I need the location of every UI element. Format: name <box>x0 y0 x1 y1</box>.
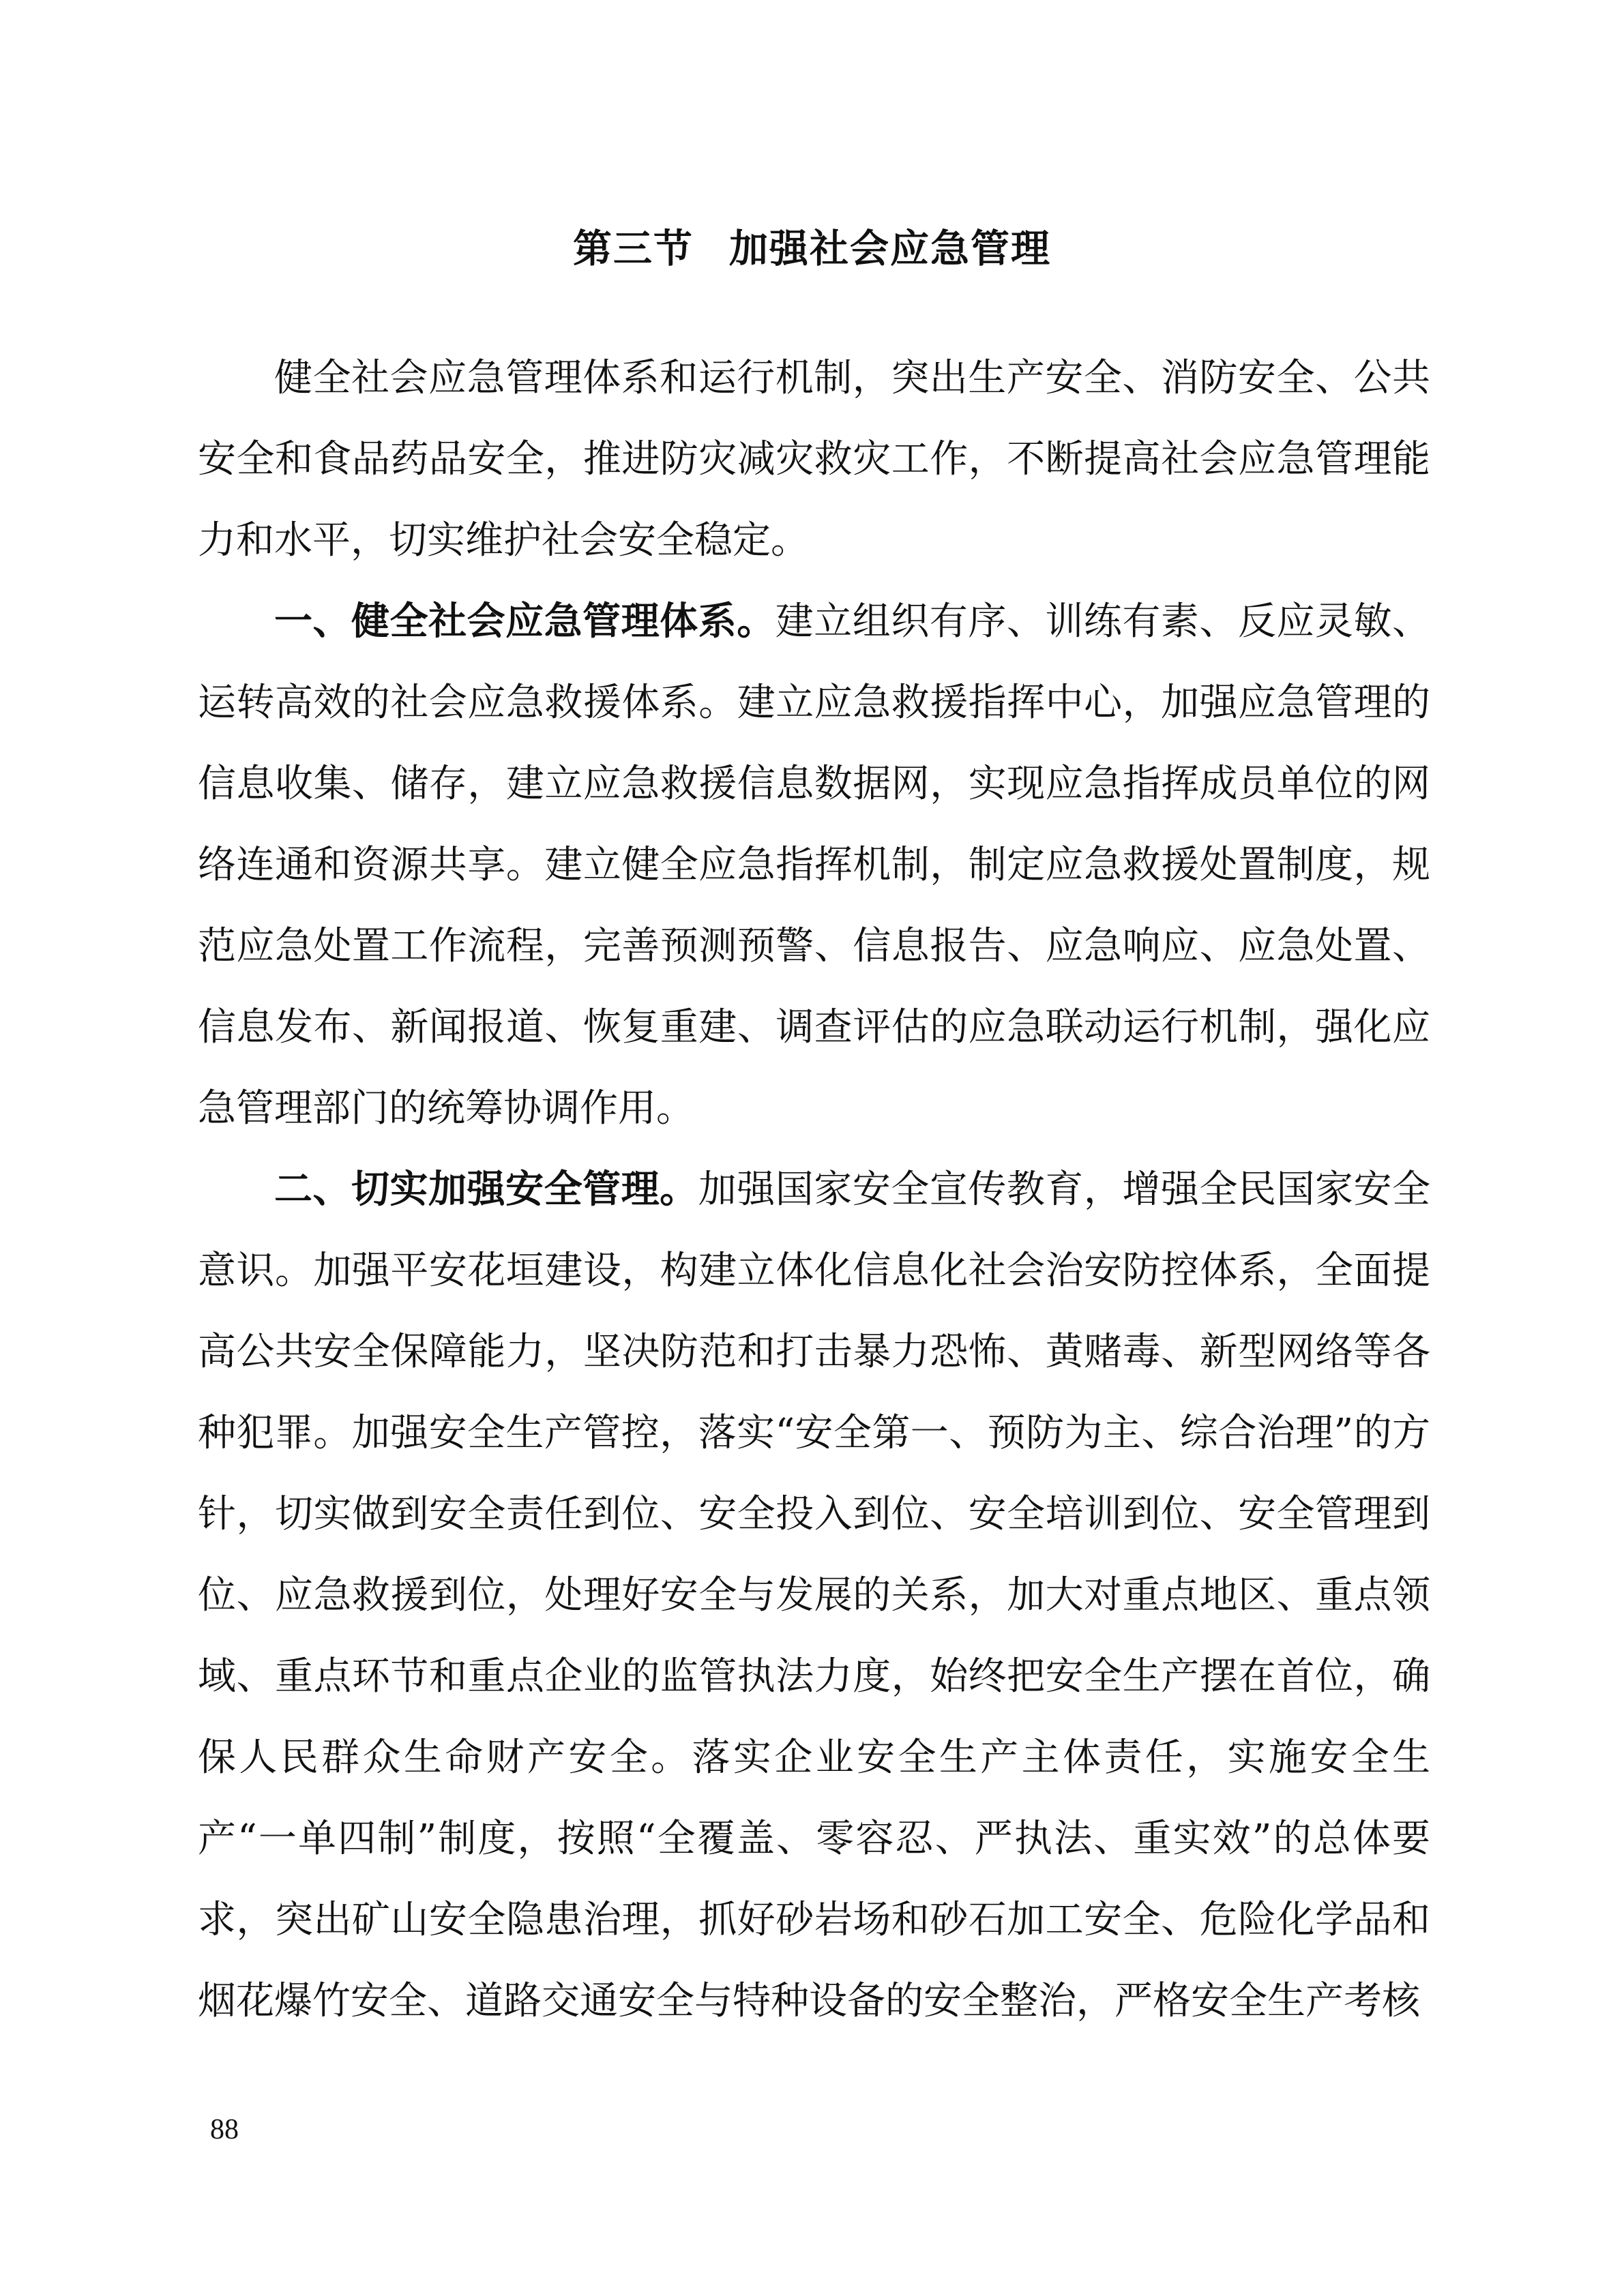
paragraph-lead: 一、健全社会应急管理体系。 <box>274 599 776 644</box>
paragraph-text: 建立组织有序、训练有素、反应灵敏、运转高效的社会应急救援体系。建立应急救援指挥中心，加强应急管理的信息收集、储存，建立应急救援信息数据网，实现应急指挥成员单位的网络连通和资源共享。建立健全应急指挥机制，制定应急救援处置制度，规范应急处置工作流程，完善预测预警、信息报告、应急响应、应急处置、信息发布、新闻报道、恢复重建、调查评估的应急联动运行机制，强化应急管理部门的统筹协调作用。 <box>198 599 1431 1131</box>
section-number: 第三节 <box>573 226 694 271</box>
paragraph-lead: 二、切实加强安全管理。 <box>274 1167 698 1212</box>
paragraph-safety-management <box>198 1149 1430 2042</box>
paragraph-text: 健全社会应急管理体系和运行机制，突出生产安全、消防安全、公共安全和食品药品安全，推进防灾减灾救灾工作，不断提高社会应急管理能力和水平，切实维护社会安全稳定。 <box>198 356 1430 563</box>
section-title: 加强社会应急管理 <box>729 226 1051 271</box>
paragraph-text: 加强国家安全宣传教育，增强全民国家安全意识。加强平安花垣建设，构建立体化信息化社会治安防控体系，全面提高公共安全保障能力，坚决防范和打击暴力恐怖、黄赌毒、新型网络等各种犯罪。加强安全生产管控，落实“安全第一、预防为主、综合治理”的方针，切实做到安全责任到位、安全投入到位、安全培训到位、安全管理到位、应急救援到位，处理好安全与发展的关系，加大对重点地区、重点领域、重点环节和重点企业的监管执法力度，始终把安全生产摆在首位，确保人民群众生命财产安全。落实企业安全生产主体责任，实施安全生产“一单四制”制度，按照“全覆盖、零容忍、严执法、重实效”的总体要求，突出矿山安全隐患治理，抓好砂岩场和砂石加工安全、危险化学品和烟花爆竹安全、道路交通安全与特种设备的安全整治，严格安全生产考核 <box>198 1167 1431 2023</box>
paragraph-intro <box>198 338 1430 581</box>
page-number: 88 <box>210 2114 239 2145</box>
body-text <box>198 338 1430 2042</box>
section-heading <box>0 222 1624 276</box>
paragraph-emergency-system <box>198 581 1430 1149</box>
